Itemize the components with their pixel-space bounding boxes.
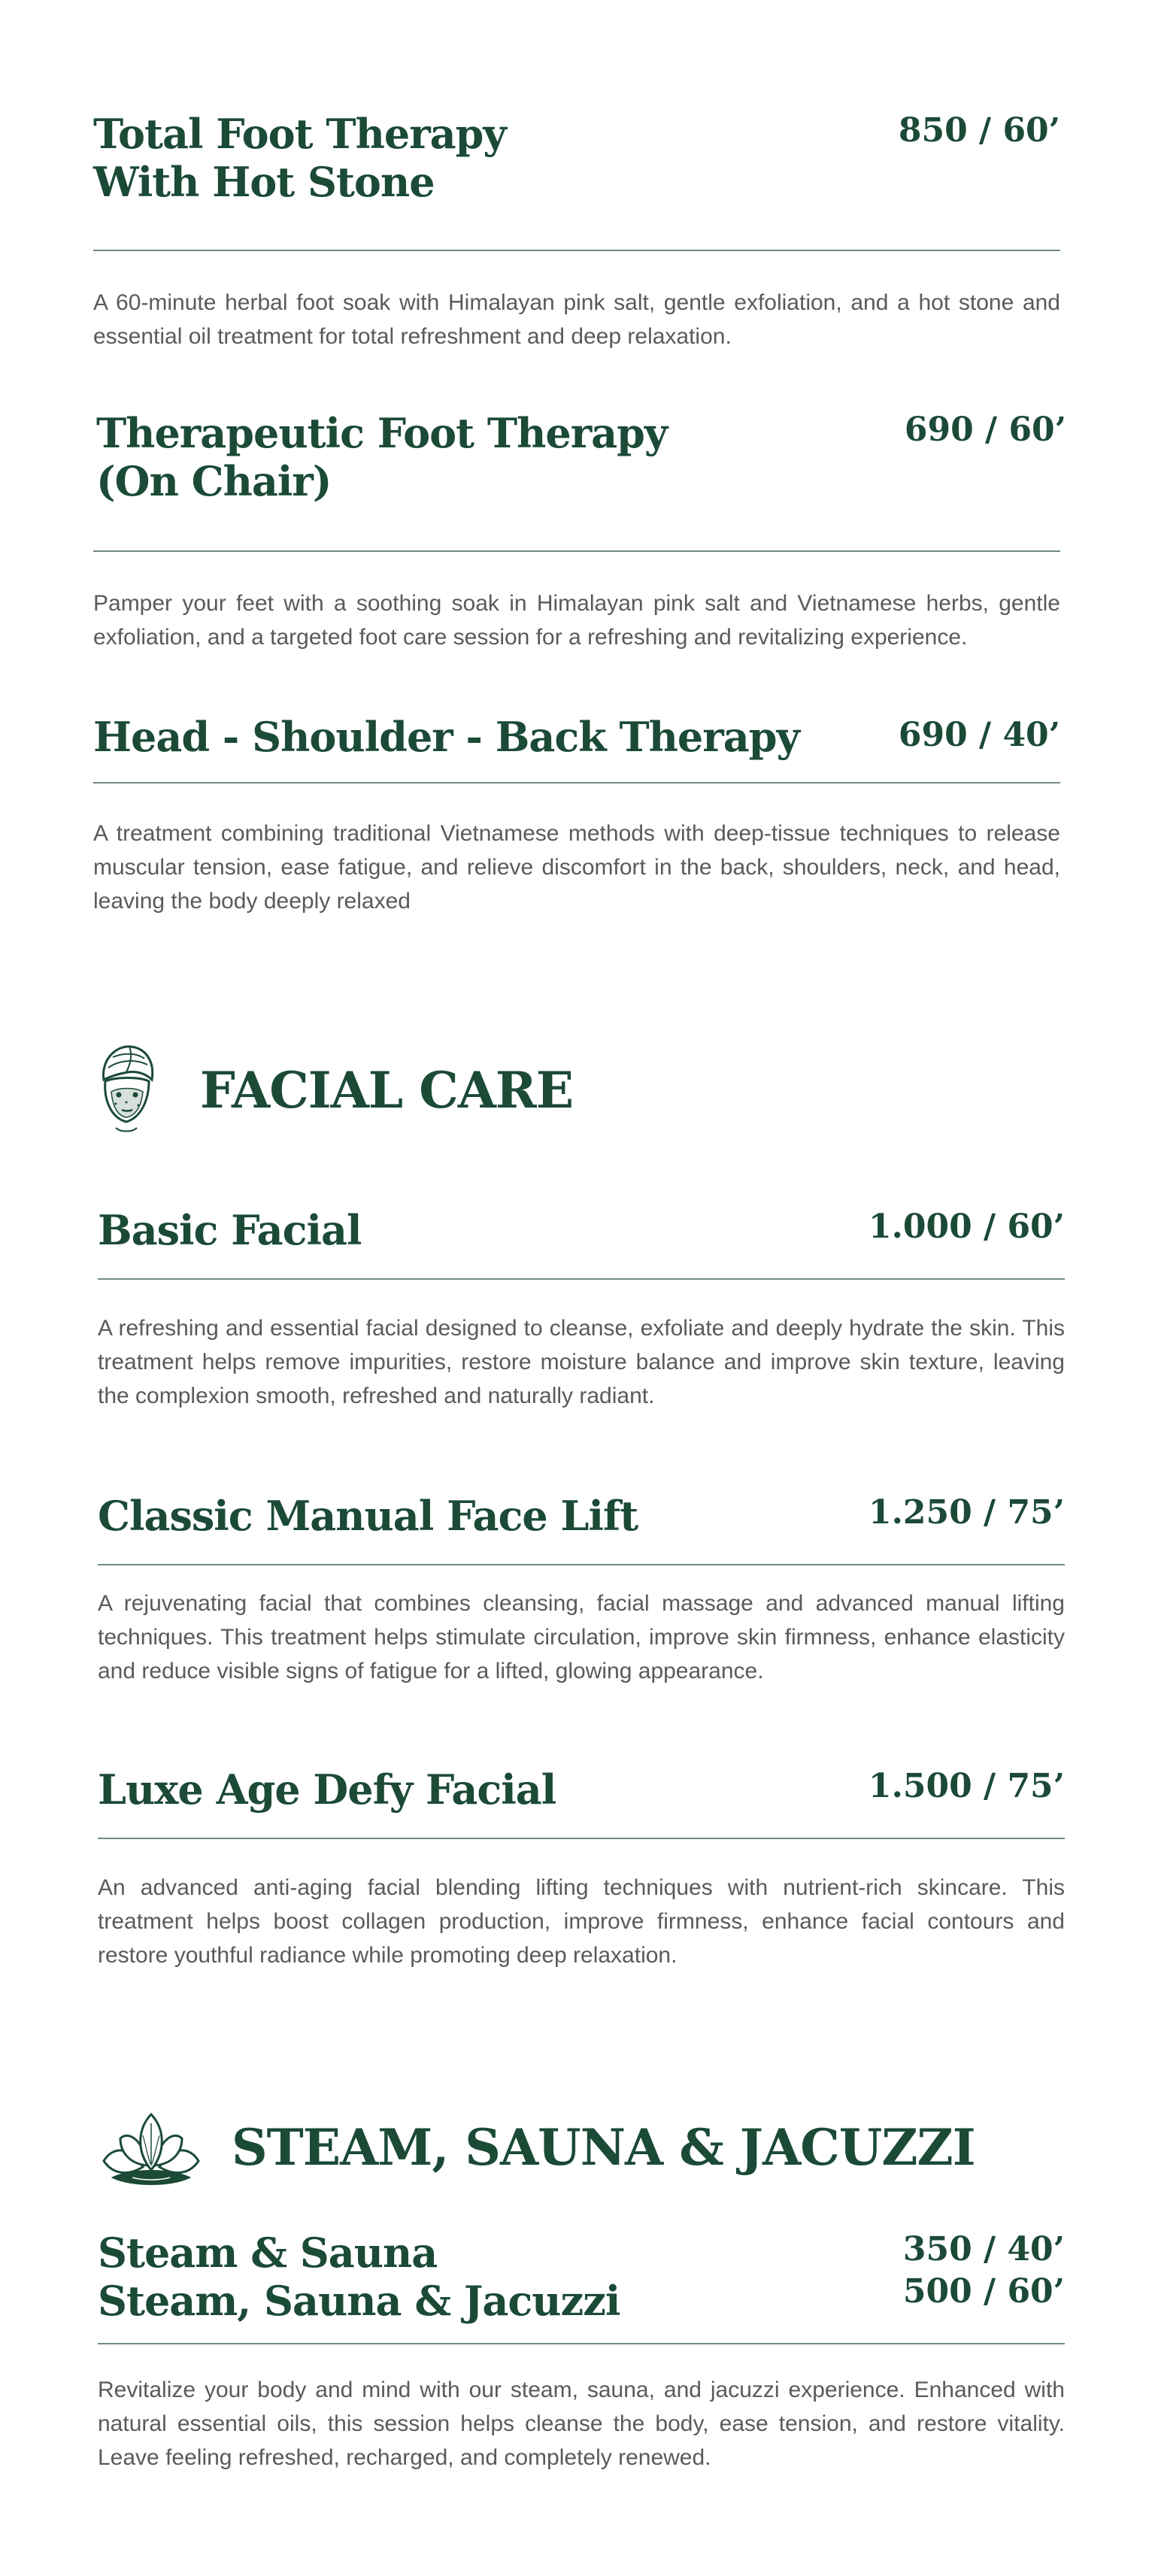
section-steam-sauna-jacuzzi — [98, 2102, 1065, 2200]
divider — [98, 1838, 1065, 1839]
lotus-icon — [98, 2108, 205, 2193]
item-description: Pamper your feet with a soothing soak in Himalayan pink salt and Vietnamese herbs, gentle exfoliation, and a targeted foot care session for a refreshing and revitalizing experience. — [93, 591, 1060, 650]
item-title-line: Steam & Sauna — [98, 2229, 438, 2277]
divider — [93, 250, 1060, 251]
item-title-line: Head - Shoulder - Back Therapy — [93, 713, 799, 761]
item-price-line: 690 / 60’ — [904, 411, 1066, 449]
item-title-line: With Hot Stone — [93, 158, 435, 206]
item-title — [93, 713, 799, 761]
menu-item-steam-sauna-jacuzzi — [98, 2229, 1065, 2484]
item-description: A 60-minute herbal foot soak with Himalayan pink salt, gentle exfoliation, and a hot stone and essential oil treatment for total refreshment and deep relaxation. — [93, 290, 1060, 349]
item-price-line: 850 / 60’ — [898, 111, 1060, 150]
divider — [93, 550, 1060, 552]
item-description: A refreshing and essential facial designed to cleanse, exfoliate and deeply hydrate the skin. This treatment helps remove impurities, restore moisture balance and improve skin texture, leaving the complexion smooth, refreshed and naturally radiant. — [98, 1316, 1065, 1408]
item-price — [899, 714, 1060, 756]
item-title-line: Luxe Age Defy Facial — [98, 1765, 556, 1814]
item-price — [869, 1765, 1065, 1808]
section-facial-care — [93, 1038, 1060, 1143]
item-title — [96, 409, 667, 505]
item-title — [98, 1492, 638, 1540]
item-price-line: 1.500 / 75’ — [868, 1767, 1065, 1805]
section-title: STEAM, SAUNA & JACUZZI — [232, 2118, 975, 2177]
menu-item-basic-facial — [98, 1206, 1065, 1417]
item-price — [869, 1206, 1065, 1248]
item-price — [869, 1492, 1065, 1534]
item-description: An advanced anti-aging facial blending lifting techniques with nutrient-rich skincare. This treatment helps boost collagen production, improve firmness, enhance facial contours and restore youthful radiance while promoting deep relaxation. — [98, 1875, 1065, 1968]
item-title — [93, 110, 506, 206]
menu-item-luxe-age-defy-facial — [98, 1765, 1065, 1984]
section-title: FACIAL CARE — [200, 1061, 574, 1120]
item-title — [98, 2229, 620, 2325]
item-title-line: Basic Facial — [98, 1206, 362, 1254]
item-title-line: Classic Manual Face Lift — [98, 1492, 638, 1540]
item-price — [899, 110, 1060, 152]
item-price-line: 690 / 40’ — [898, 716, 1060, 754]
item-price-line: 1.250 / 75’ — [868, 1493, 1065, 1532]
menu-item-head-shoulder-back-therapy — [93, 713, 1060, 938]
item-title — [98, 1765, 556, 1814]
item-title-line: Therapeutic Foot Therapy — [96, 409, 668, 457]
item-title-line: (On Chair) — [96, 457, 332, 505]
item-description: A rejuvenating facial that combines cleansing, facial massage and advanced manual lifting techniques. This treatment helps stimulate circulation, improve skin firmness, enhance elasticity and reduce visible signs of fatigue for a lifted, glowing appearance. — [98, 1591, 1065, 1683]
menu-item-total-foot-therapy — [93, 110, 1060, 358]
divider — [98, 1564, 1065, 1565]
item-price-line: 1.000 / 60’ — [868, 1208, 1065, 1246]
face-towel-icon — [93, 1038, 158, 1135]
item-title-line: Total Foot Therapy — [93, 110, 506, 158]
divider — [93, 782, 1060, 783]
divider — [98, 1278, 1065, 1280]
menu-item-classic-manual-face-lift — [98, 1492, 1065, 1702]
item-title — [98, 1206, 362, 1254]
item-price — [903, 2229, 1065, 2313]
item-price-line: 500 / 60’ — [902, 2272, 1065, 2311]
menu-item-therapeutic-foot-therapy — [93, 409, 1066, 657]
item-price — [905, 409, 1066, 451]
item-title-line: Steam, Sauna & Jacuzzi — [98, 2277, 620, 2325]
item-price-line: 350 / 40’ — [902, 2230, 1065, 2268]
item-description: A treatment combining traditional Vietnamese methods with deep-tissue techniques to release muscular tension, ease fatigue, and relieve discomfort in the back, shoulders, neck, and head, leaving the body deeply relaxed — [93, 821, 1060, 914]
divider — [98, 2343, 1065, 2344]
item-description: Revitalize your body and mind with our steam, sauna, and jacuzzi experience. Enhanced with natural essential oils, this session helps cleanse the body, ease tension, and restore vitality. Leave feeling refreshed, recharged, and completely renewed. — [98, 2377, 1065, 2470]
